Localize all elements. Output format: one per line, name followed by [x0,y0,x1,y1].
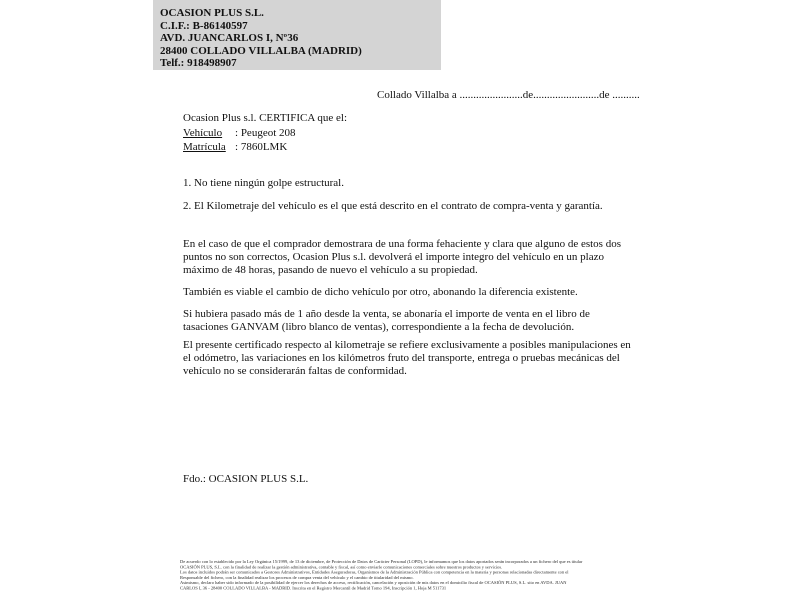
legal-line-3: Los datos incluidos podrán ser comunicados a Gestores Administrativos, Entidades Aseguradoras, Organismos de la Administración Pública con competencia en la materia y personas relacionadas directamente con el [180,569,569,575]
paragraph-exchange: También es viable el cambio de dicho vehículo por otro, abonando la diferencia existente. [183,286,578,298]
legal-line-1: De acuerdo con lo establecido por la Ley Orgánica 15/1999, de 13 de diciembre, de Protección de Datos de Carácter Personal (LOPD), le informamos que los datos aportados serán incorporados a un fichero del que es titular [180,559,583,564]
certify-intro: Ocasion Plus s.l. CERTIFICA que el: [183,112,348,124]
plate-value: 7860LMK [240,141,288,153]
legal-line-5: Asimismo, declaro haber sido informado de la posibilidad de ejercer los derechos de acceso, rectificación, cancelación y oposición de mis datos en el domicilio fiscal de OCASIÓN PLUS, S.L. sito en AVDA. JUAN [180,580,567,586]
company-header-box [153,0,441,70]
legal-line-6: CARLOS I, 36 - 28400 COLLADO VILLALBA - MADRID. Inscrita en el Registro Mercantil de Madrid Tomo 194, Inscripción 1, Hoja M 511731 [180,585,447,591]
paragraph-odometer: El presente certificado respecto al kilometraje se refiere exclusivamente a posibles manipulaciones en el odómetro, las variaciones en los kilómetros fruto del transporte, entrega o pruebas mecánicas del vehículo no se considerarán faltas de conformidad. [183,339,631,377]
vehicle-value: Peugeot 208 [240,126,296,139]
plate-label-box [183,140,235,155]
paragraph-refund: En el caso de que el comprador demostrara de una forma fehaciente y clara que alguno de estos dos puntos no son correctos, Ocasion Plus s.l. devolverá el importe integro del vehículo en un plazo máximo de 48 horas, pasando de nuevo el vehículo a su propiedad. [183,238,621,276]
vehicle-sep: : [235,126,239,139]
legal-fineprint [180,559,640,591]
company-address: AVD. JUANCARLOS I, Nº36 [160,32,299,45]
condition-item-2: 2. El Kilometraje del vehículo es el que está descrito en el contrato de compra-venta y garantía. [183,200,603,212]
condition-item-1: 1. No tiene ningún golpe estructural. [183,177,344,189]
plate-sep: : [235,141,239,153]
paragraph-ganvam: Si hubiera pasado más de 1 año desde la venta, se abonaría el importe de venta en el libro de tasaciones GANVAM (libro blanco de ventas), correspondiente a la fecha de devolución. [183,308,590,333]
signature-line: Fdo.: OCASION PLUS S.L. [183,473,309,485]
date-fill-in-line: Collado Villalba a .......................de........................de .......... [377,89,640,101]
company-cif: C.I.F.: B-86140597 [160,19,248,32]
certify-block [183,111,347,155]
plate-label: Matrícula [183,141,226,153]
company-phone: Telf.: 918498907 [160,57,237,70]
company-name: OCASION PLUS S.L. [160,7,264,19]
legal-line-4: Responsable del fichero, con la finalidad realizar los procesos de compra venta del vehículo y el cambio de titularidad del mismo. [180,574,414,580]
vehicle-label-box [183,126,235,141]
vehicle-field [183,126,347,141]
legal-line-2: OCASIÓN PLUS, S.L. con la finalidad de realizar la gestión administrativa, contable y fiscal, así como enviarle comunicaciones comerciales sobre nuestros productos y servicios. [180,564,503,570]
company-city: 28400 COLLADO VILLALBA (MADRID) [160,44,362,57]
plate-field [183,140,347,155]
vehicle-label: Vehículo [183,126,223,139]
